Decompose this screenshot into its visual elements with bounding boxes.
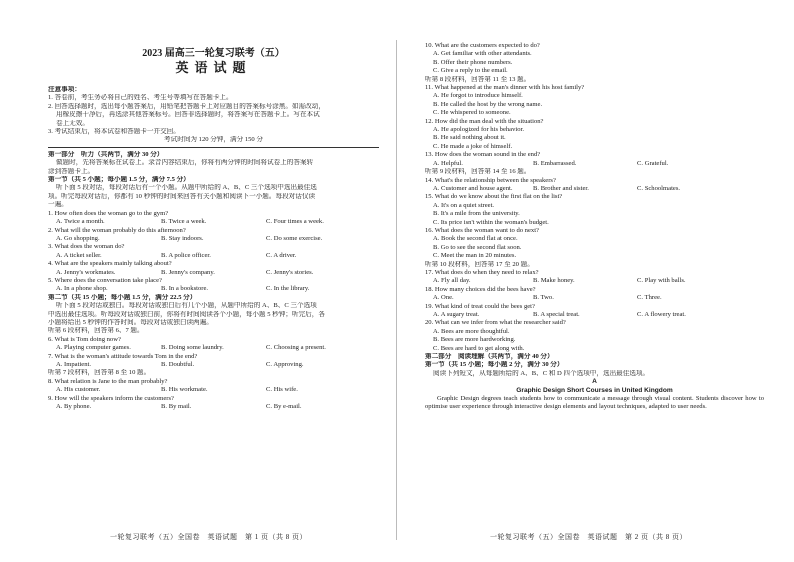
part1-intro: 涂到答题卡上。 (48, 167, 95, 175)
question-text: 17. What does do when they need to relax? (425, 268, 539, 276)
option-a: A. Fly all day. (433, 277, 471, 285)
section1-intro: 项。听完每段对话后，你都有 10 秒钟的时间来回答有关小题和阅读下一小题。每段对话仅读 (48, 192, 316, 200)
option-a: A. Helpful. (433, 159, 463, 167)
section1-intro: 听下面 5 段对话，每段对话后有一个小题。从题中所给的 A、B、C 三个选项中选出最佳选 (56, 184, 317, 192)
section2-heading: 第二节（共 15 小题；每小题 1.5 分，满分 22.5 分） (48, 293, 197, 301)
divider-line (48, 147, 379, 148)
time-score: 考试时间为 120 分钟，满分 150 分 (164, 136, 263, 144)
notice-heading: 注意事项： (48, 86, 81, 93)
option-c: C. Schoolmates. (637, 184, 681, 192)
question-text: 14. What's the relationship between the speakers? (425, 176, 556, 184)
option-c: C. Its price isn't within the woman's budget. (433, 218, 549, 226)
question-text: 6. What is Tom doing now? (48, 335, 121, 343)
option-c: C. Do some exercise. (266, 234, 323, 242)
question-text: 11. What happened at the man's dinner with his host family? (425, 84, 585, 92)
option-a: A. He apologized for his behavior. (433, 126, 525, 134)
question-text: 1. How often does the woman go to the gym? (48, 209, 169, 217)
exam-title: 2023 届高三一轮复习联考（五） (142, 48, 285, 59)
option-b: B. Jenny's company. (161, 268, 215, 276)
question-options (48, 235, 379, 243)
notice-item: 1. 答卷前，考生务必将自己的姓名、考生号等填写在答题卡上。 (48, 94, 233, 102)
question-options (48, 386, 379, 394)
section1-heading: 第一节（共 5 小题；每小题 1.5 分，满分 7.5 分） (48, 176, 190, 184)
option-a: A. In a phone shop. (56, 285, 108, 293)
question-options (425, 311, 764, 319)
option-b: B. Embarrassed. (533, 159, 577, 167)
option-c: C. Three. (637, 294, 662, 302)
part1-intro: 做题时，先将答案标在试卷上。录音内容结束后，你将有两分钟的时间将试卷上的答案转 (56, 159, 314, 167)
option-b: B. Make honey. (533, 277, 575, 285)
material-label: 听第 10 段材料，回答第 17 至 20 题。 (425, 260, 534, 268)
question-text: 10. What are the customers expected to do? (425, 42, 540, 49)
part2-heading: 第二部分 阅读理解（共两节，满分 40 分） (425, 353, 554, 361)
option-a: A. Impatient. (56, 361, 91, 368)
material-label: 听第 9 段材料，回答第 14 至 16 题。 (425, 168, 531, 176)
option-a: A. One. (433, 294, 454, 302)
material-label: 听第 6 段材料，回答第 6、7 题。 (48, 327, 144, 335)
question-text: 15. What do we know about the first flat on the list? (425, 193, 563, 201)
option-b: B. A special treat. (533, 311, 580, 318)
option-a: A. It's on a quiet street. (433, 201, 495, 209)
page-footer-left: 一轮复习联考（五）全国卷 英语试题 第 1 页（共 8 页） (110, 533, 307, 541)
question-text: 3. What does the woman do? (48, 243, 125, 251)
option-b: B. Twice a week. (161, 218, 207, 226)
question-text: 16. What does the woman want to do next? (425, 226, 539, 234)
part2-intro: 阅读下列短文，从每题所给的 A、B、C 和 D 四个选项中，选出最佳选项。 (433, 369, 650, 377)
question-text: 7. What is the woman's attitude towards Tom in the end? (48, 352, 198, 360)
question-text: 18. How many choices did the bees have? (425, 285, 536, 293)
question-options (48, 361, 379, 369)
option-b: B. A police officer. (161, 251, 211, 259)
option-b: B. Doubtful. (161, 361, 195, 368)
option-a: A. Book the second flat at once. (433, 235, 518, 243)
question-options (48, 269, 379, 277)
option-a: A. A sugary treat. (433, 311, 480, 318)
notice-item: 2. 回答选择题时，选出每小题答案后，用铅笔把答题卡上对应题目的答案标号涂黑。如需改动， (48, 102, 325, 110)
question-options (425, 294, 764, 302)
option-a: A. Jenny's workmates. (56, 268, 116, 276)
option-c: C. He made a joke of himself. (433, 142, 513, 150)
option-b: B. In a bookstore. (161, 285, 209, 293)
part1-heading: 第一部分 听力（共两节，满分 30 分） (48, 150, 164, 158)
option-c: C. Play with balls. (637, 277, 686, 285)
page-right (397, 0, 794, 562)
question-options (425, 160, 764, 168)
notice-item: 3. 考试结束后，将本试卷和答题卡一并交回。 (48, 128, 180, 136)
option-c: C. Jenny's stories. (266, 268, 314, 276)
question-text: 5. Where does the conversation take place? (48, 276, 162, 284)
option-c: C. A flowery treat. (637, 311, 686, 318)
question-text: 4. What are the speakers mainly talking about? (48, 260, 172, 268)
option-c: C. In the library. (266, 285, 310, 293)
option-b: B. Two. (533, 294, 554, 302)
option-b: B. He said nothing about it. (433, 134, 506, 142)
option-a: A. He forgot to introduce himself. (433, 92, 523, 100)
section2-intro: 小题将给出 5 秒钟的作答时间。每段对话或独白读两遍。 (48, 318, 213, 326)
option-b: B. Bees are more hardworking. (433, 336, 516, 344)
option-c: C. His wife. (266, 386, 298, 394)
notice-item: 卷上无效。 (56, 119, 89, 127)
option-c: C. Approving. (266, 361, 304, 368)
material-label: 听第 8 段材料，回答第 11 至 13 题。 (425, 75, 531, 83)
material-label: 听第 7 段材料，回答第 8 至 10 题。 (48, 369, 151, 377)
option-a: A. Playing computer games. (56, 344, 131, 352)
option-c: C. A driver. (266, 251, 297, 259)
option-b: B. He called the host by the wrong name. (433, 100, 543, 108)
question-options (425, 277, 764, 285)
question-options (48, 344, 379, 352)
question-text: 2. What will the woman probably do this afternoon? (48, 226, 186, 234)
option-b: B. It's a mile from the university. (433, 210, 520, 218)
option-a: A. By phone. (56, 403, 92, 411)
option-a: A. His customer. (56, 386, 101, 394)
option-c: C. Choosing a present. (266, 344, 326, 352)
question-text: 13. How does the woman sound in the end? (425, 151, 541, 159)
passage-title: Graphic Design Short Courses in United Kingdom (516, 386, 673, 394)
notice-item: 用橡皮擦干净后，再选涂其他答案标号。回答非选择题时，将答案写在答题卡上。写在本试 (56, 111, 320, 119)
question-options (48, 285, 379, 293)
option-c: C. Give a reply to the email. (433, 67, 508, 75)
option-c: C. Four times a week. (266, 218, 324, 226)
question-options (48, 218, 379, 226)
page-footer-right: 一轮复习联考（五）全国卷 英语试题 第 2 页（共 8 页） (490, 533, 687, 541)
passage-letter: A (592, 378, 597, 386)
question-list-1-5 (48, 210, 379, 294)
option-c: C. Grateful. (637, 159, 669, 167)
option-b: B. Go to see the second flat soon. (433, 243, 522, 251)
option-b: B. By mail. (161, 403, 192, 411)
option-a: A. Go shopping. (56, 234, 100, 242)
option-b: B. Stay indoors. (161, 234, 204, 242)
question-text: 9. How will the speakers inform the customers? (48, 394, 174, 402)
question-options (48, 252, 379, 260)
part2-section1-heading: 第一节（共 15 小题；每小题 2 分，满分 30 分） (425, 361, 564, 369)
option-a: A. Get familiar with other attendants. (433, 50, 532, 58)
option-a: A. Customer and house agent. (433, 184, 513, 192)
question-options (48, 403, 379, 411)
option-b: B. Doing some laundry. (161, 344, 224, 352)
question-text: 8. What relation is Jane to the man probably? (48, 377, 168, 385)
option-a: A. A ticket seller. (56, 251, 102, 259)
option-b: B. Offer their phone numbers. (433, 58, 513, 66)
question-options (425, 185, 764, 193)
option-c: C. He whispered to someone. (433, 109, 511, 117)
option-a: A. Bees are more thoughtful. (433, 327, 510, 335)
option-c: C. Meet the man in 20 minutes. (433, 252, 517, 260)
option-b: B. Brother and sister. (533, 184, 589, 192)
section2-intro: 听下面 5 段对话或独白。每段对话或独白后有几个小题，从题中所给的 A、B、C 三个选项 (56, 302, 317, 310)
option-c: C. Bees are hard to get along with. (433, 344, 525, 352)
option-b: B. His workmate. (161, 386, 208, 394)
option-c: C. By e-mail. (266, 403, 302, 411)
question-text: 12. How did the man deal with the situation? (425, 117, 544, 125)
section1-intro: 一遍。 (48, 201, 68, 209)
passage-text: Graphic Design degrees teach students how to communicate a message through visual content. Students discover how to optimise user experience through interactive design elements and layout techniques, adapted to user needs. (425, 395, 764, 411)
question-text: 19. What kind of treat could the bees get? (425, 302, 535, 310)
question-text: 20. What can we infer from what the researcher said? (425, 319, 566, 327)
section2-intro: 中选出最佳选项。听每段对话或独白前，你将有时间阅读各个小题，每小题 5 秒钟；听完后，各 (48, 310, 325, 318)
subject-title: 英语试题 (175, 60, 252, 75)
option-a: A. Twice a month. (56, 218, 105, 226)
